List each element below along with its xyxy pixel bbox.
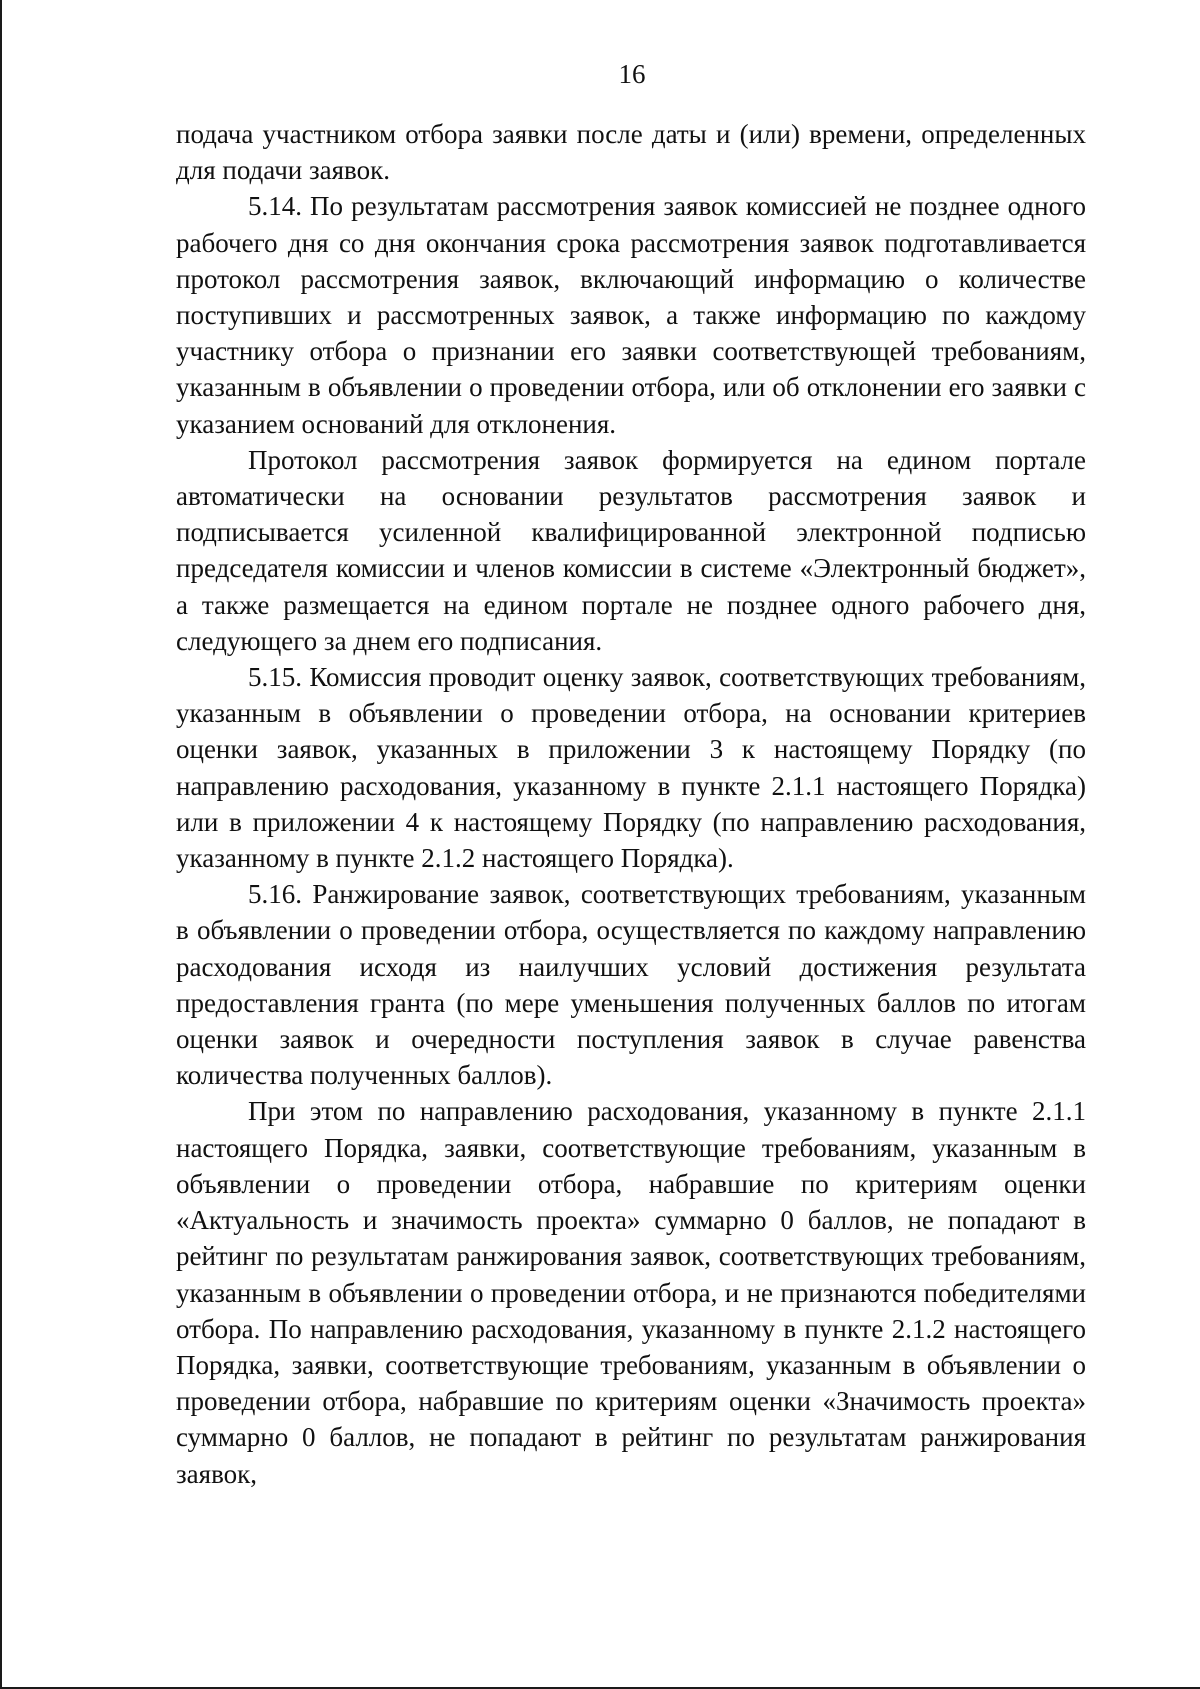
paragraph-continuation: подача участником отбора заявки после даты и (или) времени, определенных для подачи заявок.: [176, 119, 1086, 186]
paragraph-protocol: Протокол рассмотрения заявок формируется на едином портале автоматически на основании результатов рассмотрения заявок и подписывается усиленной квалифицированной электронной подписью председателя комиссии и членов комиссии в системе «Электронный бюджет», а также размещается на едином портале не позднее одного рабочего дня, следующего за днем его подписания.: [176, 444, 1086, 656]
page-number: 16: [618, 59, 646, 89]
paragraph-5-15: 5.15. Комиссия проводит оценку заявок, соответствующих требованиям, указанным в объявлении о проведении отбора, на основании критериев оценки заявок, указанных в приложении 3 к настоящему Порядку (по направлению расходования, указанному в пункте 2.1.1 настоящего Порядка) или в приложении 4 к настоящему Порядку (по направлению расходования, указанному в пункте 2.1.2 настоящего Порядка).: [176, 662, 1086, 874]
paragraph-5-16: 5.16. Ранжирование заявок, соответствующих требованиям, указанным в объявлении о проведении отбора, осуществляется по каждому направлению расходования исходя из наилучших условий достижения результата предоставления гранта (по мере уменьшения полученных баллов по итогам оценки заявок и очередности поступления заявок в случае равенства количества полученных баллов).: [176, 879, 1086, 1091]
paragraph-5-14: 5.14. По результатам рассмотрения заявок комиссией не позднее одного рабочего дня со дня окончания срока рассмотрения заявок подготавливается протокол рассмотрения заявок, включающий информацию о количестве поступивших и рассмотренных заявок, а также информацию по каждому участнику отбора о признании его заявки соответствующей требованиям, указанным в объявлении о проведении отбора, или об отклонении его заявки с указанием оснований для отклонения.: [176, 191, 1086, 439]
document-body: [176, 116, 1086, 1492]
paragraph-ranking-note: При этом по направлению расходования, указанному в пункте 2.1.1 настоящего Порядка, заявки, соответствующие требованиям, указанным в объявлении о проведении отбора, набравшие по критериям оценки «Актуальность и значимость проекта» суммарно 0 баллов, не попадают в рейтинг по результатам ранжирования заявок, соответствующих требованиям, указанным в объявлении о проведении отбора, и не признаются победителями отбора. По направлению расходования, указанному в пункте 2.1.2 настоящего Порядка, заявки, соответствующие требованиям, указанным в объявлении о проведении отбора, набравшие по критериям оценки «Значимость проекта» суммарно 0 баллов, не попадают в рейтинг по результатам ранжирования заявок,: [176, 1096, 1086, 1489]
